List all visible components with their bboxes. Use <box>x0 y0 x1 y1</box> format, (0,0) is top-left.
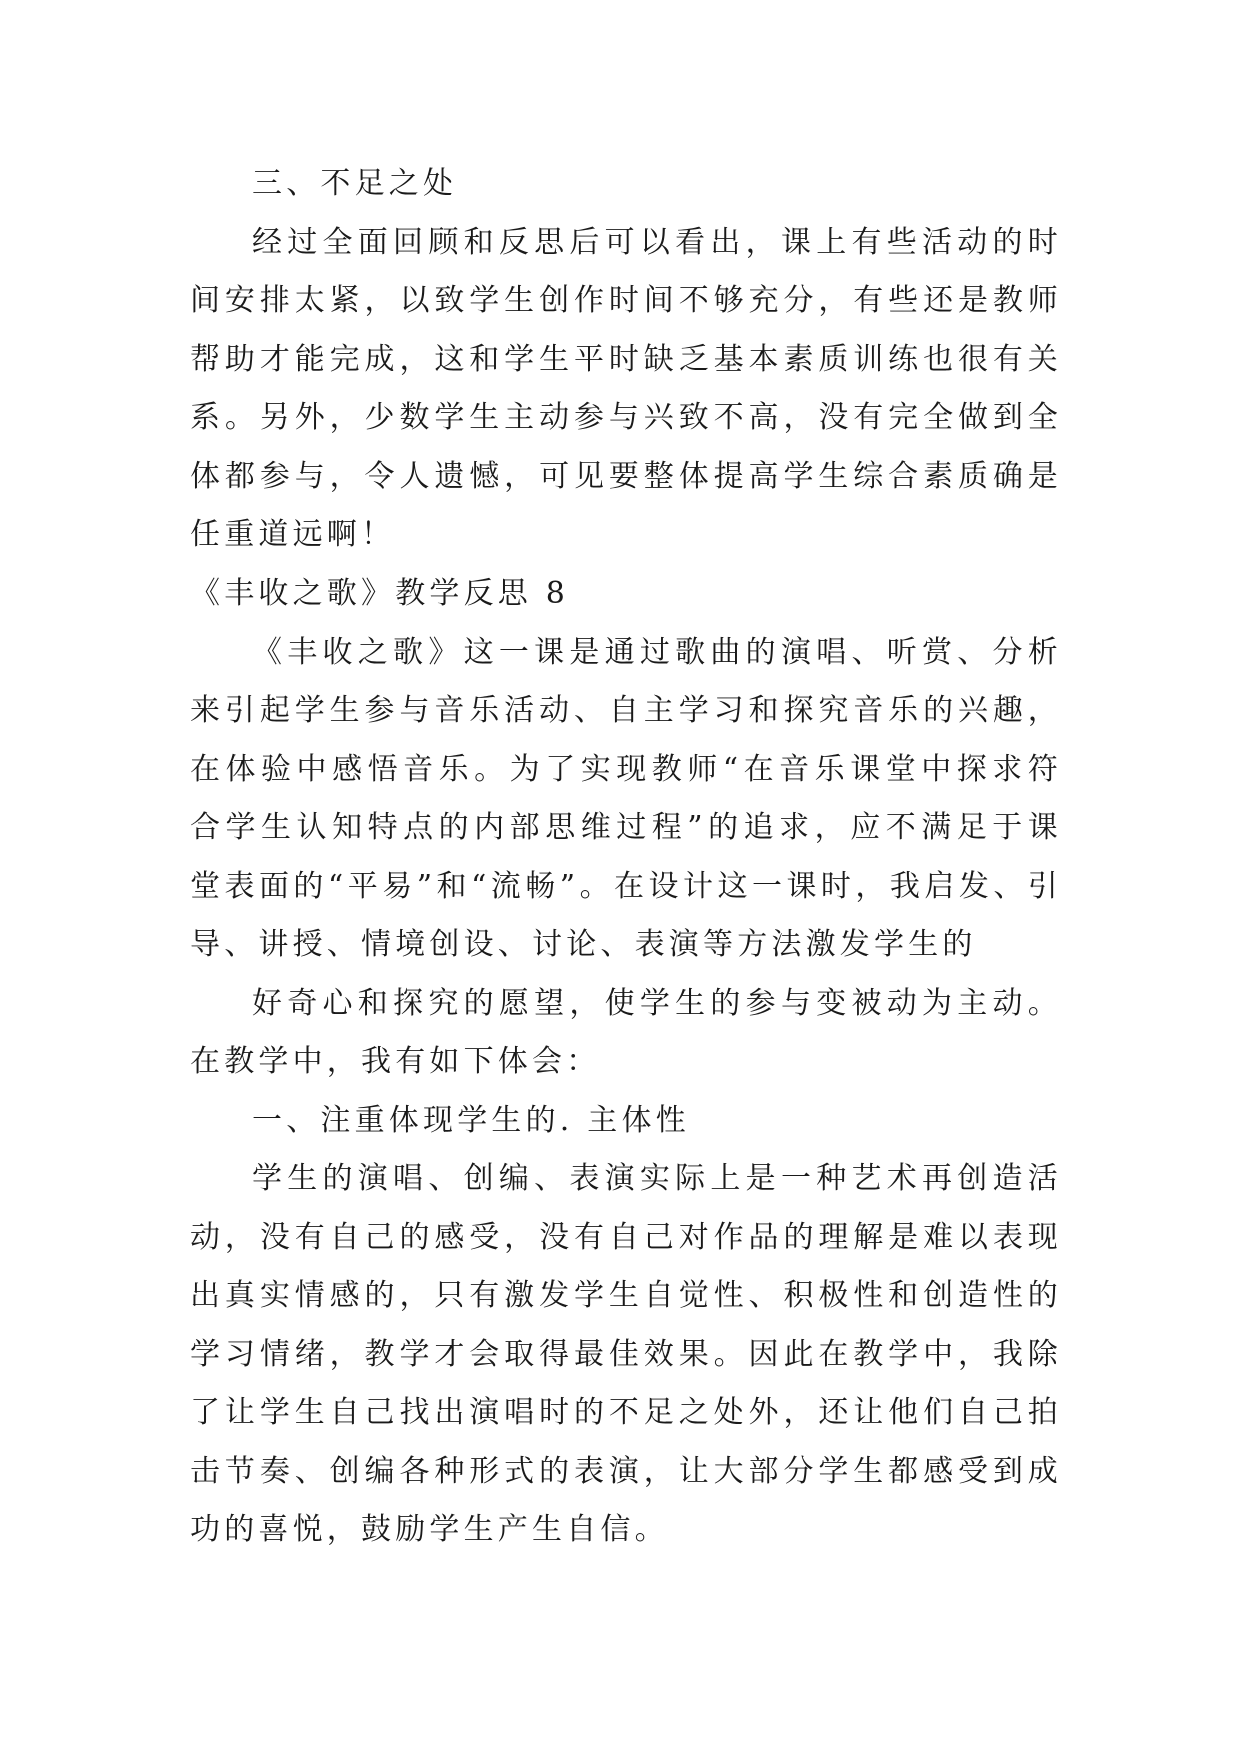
article-title: 《丰收之歌》教学反思 8 <box>190 576 570 611</box>
body-paragraph: 好奇心和探究的愿望，使学生的参与变被动为主动。在教学中，我有如下体会： <box>190 985 1062 1079</box>
section-heading: 三、不足之处 <box>252 166 458 201</box>
article-reflection-8 <box>190 565 1062 1560</box>
section-shortcomings <box>190 155 1062 565</box>
body-paragraph: 学生的演唱、创编、表演实际上是一种艺术再创造活动，没有自己的感受，没有自己对作品的理解是难以表现出真实情感的，只有激发学生自觉性、积极性和创造性的学习情绪，教学才会取得最佳效果。因此在教学中，我除了让学生自己找出演唱时的不足之处外，还让他们自己拍击节奏、创编各种形式的表演，让大部分学生都感受到成功的喜悦，鼓励学生产生自信。 <box>190 1161 1062 1547</box>
body-paragraph: 经过全面回顾和反思后可以看出，课上有些活动的时间安排太紧，以致学生创作时间不够充分，有些还是教师帮助才能完成，这和学生平时缺乏基本素质训练也很有关系。另外，少数学生主动参与兴致不高，没有完全做到全体都参与，令人遗憾，可见要整体提高学生综合素质确是任重道远啊！ <box>190 224 1062 552</box>
body-paragraph: 《丰收之歌》这一课是通过歌曲的演唱、听赏、分析来引起学生参与音乐活动、自主学习和探究音乐的兴趣，在体验中感悟音乐。为了实现教师“在音乐课堂中探求符合学生认知特点的内部思维过程”的追求，应不满足于课堂表面的“平易”和“流畅”。在设计这一课时，我启发、引导、讲授、情境创设、讨论、表演等方法激发学生的 <box>190 634 1062 962</box>
section-heading: 一、注重体现学生的. 主体性 <box>252 1102 690 1138</box>
